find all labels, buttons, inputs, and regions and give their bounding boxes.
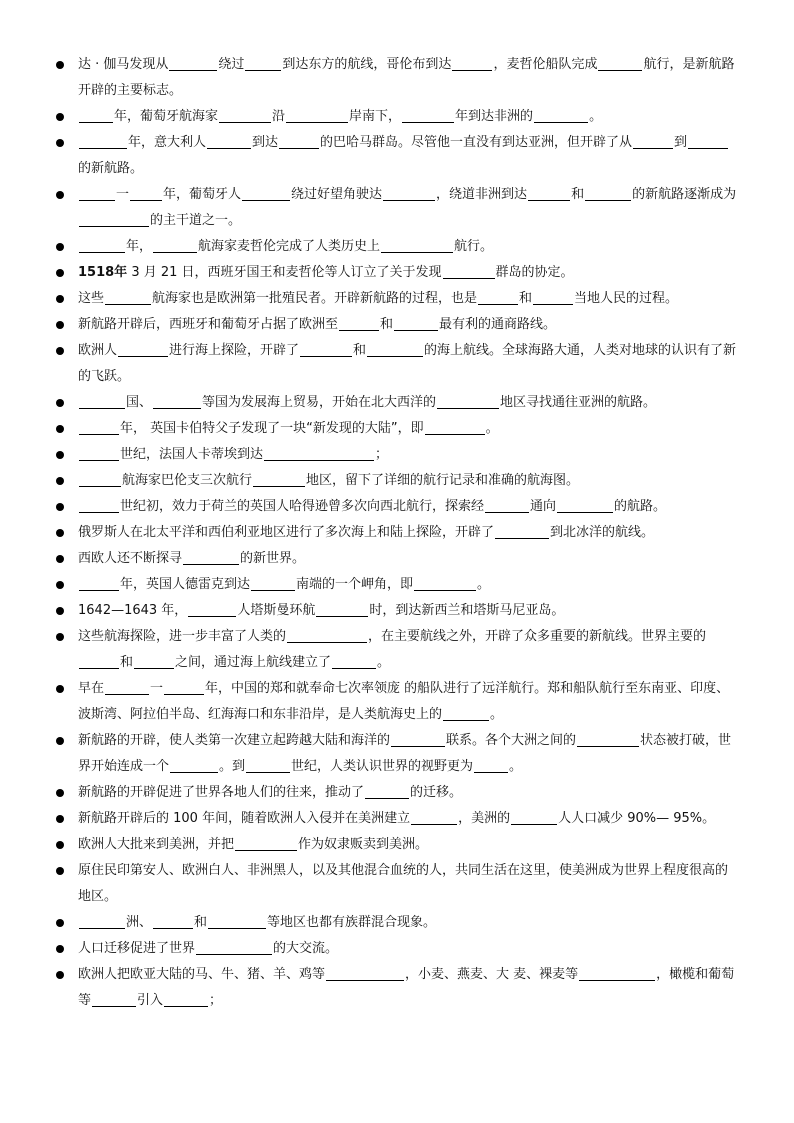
answer-blank[interactable]: [485, 498, 529, 513]
question-item: [56, 728, 738, 780]
question-text: 的新世界。: [240, 551, 306, 566]
question-text: 到达东方的航线，哥伦布到达: [282, 57, 452, 72]
question-text: 之间，通过海上航线建立了: [175, 655, 332, 670]
answer-blank[interactable]: [381, 238, 453, 253]
answer-blank[interactable]: [92, 992, 136, 1007]
question-text: 联系。各个大洲之间的: [446, 733, 577, 748]
answer-blank[interactable]: [130, 186, 162, 201]
answer-blank[interactable]: [688, 134, 728, 149]
answer-blank[interactable]: [391, 732, 445, 747]
answer-blank[interactable]: [164, 680, 204, 695]
answer-blank[interactable]: [443, 264, 495, 279]
answer-blank[interactable]: [79, 238, 125, 253]
answer-blank[interactable]: [579, 966, 655, 981]
answer-blank[interactable]: [170, 758, 218, 773]
answer-blank[interactable]: [118, 342, 168, 357]
question-text: 年，葡萄牙人: [163, 187, 242, 202]
question-text: 这些: [78, 291, 105, 306]
question-text: 。到: [219, 759, 246, 774]
answer-blank[interactable]: [219, 108, 271, 123]
answer-blank[interactable]: [300, 342, 352, 357]
question-item: [56, 598, 738, 624]
question-text: 航海家也是欧洲第一批殖民者。开辟新航路的过程，也是: [152, 291, 478, 306]
answer-blank[interactable]: [164, 992, 208, 1007]
answer-blank[interactable]: [474, 758, 508, 773]
question-text: 新航路开辟后，西班牙和葡萄牙占据了欧洲至: [78, 317, 339, 332]
question-item: [56, 962, 738, 1014]
question-item: [56, 104, 738, 130]
question-text: 人塔斯曼环航: [237, 603, 316, 618]
question-text: 俄罗斯人在北太平洋和西伯利亚地区进行了多次海上和陆上探险，开辟了: [78, 525, 495, 540]
question-text: 的主干道之一。: [150, 213, 242, 228]
question-item: [56, 806, 738, 832]
answer-blank[interactable]: [245, 56, 281, 71]
question-text: 航海家麦哲伦完成了人类历史上: [198, 239, 381, 254]
answer-blank[interactable]: [242, 186, 290, 201]
question-item: [56, 338, 738, 390]
question-text: 国、: [126, 395, 153, 410]
question-text: 地区，留下了详细的航行记录和准确的航海图。: [306, 473, 580, 488]
answer-blank[interactable]: [383, 186, 435, 201]
answer-blank[interactable]: [196, 940, 272, 955]
question-text: 年，: [126, 239, 153, 254]
answer-blank[interactable]: [402, 108, 454, 123]
answer-blank[interactable]: [79, 498, 119, 513]
answer-blank[interactable]: [443, 706, 489, 721]
answer-blank[interactable]: [367, 342, 423, 357]
answer-blank[interactable]: [235, 836, 297, 851]
question-text: 的新航路。: [78, 161, 144, 176]
question-text: 到北冰洋的航线。: [550, 525, 655, 540]
question-item: [56, 832, 738, 858]
answer-blank[interactable]: [105, 290, 151, 305]
answer-blank[interactable]: [105, 680, 149, 695]
answer-blank[interactable]: [478, 290, 518, 305]
answer-blank[interactable]: [79, 186, 115, 201]
question-text: 状态被打破，世界开始连成一个: [78, 733, 732, 774]
question-text: 航行，是新航路开辟的主要标志。: [78, 57, 735, 98]
question-text: 1642—1643 年，: [78, 603, 188, 618]
answer-blank[interactable]: [153, 238, 197, 253]
question-text: 。: [477, 577, 491, 592]
question-text: 沿: [272, 109, 286, 124]
question-text: 洲、: [126, 915, 153, 930]
question-text: 。: [485, 421, 499, 436]
answer-blank[interactable]: [332, 654, 376, 669]
question-text: 和: [194, 915, 208, 930]
answer-blank[interactable]: [153, 914, 193, 929]
question-text: 最有利的通商路线。: [439, 317, 557, 332]
question-text: ，绕道非洲到达: [436, 187, 528, 202]
question-text: 引入: [137, 993, 164, 1008]
question-text: 。: [589, 109, 603, 124]
question-item: [56, 546, 738, 572]
answer-blank[interactable]: [339, 316, 379, 331]
question-item: [56, 780, 738, 806]
question-text: 的大交流。: [273, 941, 339, 956]
question-text: 等地区也都有族群混合现象。: [267, 915, 437, 930]
question-text: 到: [674, 135, 688, 150]
question-item: [56, 52, 738, 104]
question-text: 欧洲人大批来到美洲，并把: [78, 837, 235, 852]
question-text: 新航路的开辟促进了世界各地人们的往来，推动了: [78, 785, 365, 800]
question-item: [56, 572, 738, 598]
question-text: ，橄榄和葡萄等: [78, 967, 735, 1008]
question-text: 作为奴隶贩卖到美洲。: [298, 837, 429, 852]
question-text: 等国为发展海上贸易，开始在北大西洋的: [202, 395, 437, 410]
question-text: 和: [571, 187, 585, 202]
question-text: 。: [509, 759, 523, 774]
answer-blank[interactable]: [365, 784, 409, 799]
answer-blank[interactable]: [452, 56, 492, 71]
question-text: 通向: [530, 499, 557, 514]
question-item: [56, 910, 738, 936]
question-text: 3 月 21 日，西班牙国王和麦哲伦等人订立了关于发现: [127, 265, 442, 280]
answer-blank[interactable]: [253, 472, 305, 487]
question-item: [56, 936, 738, 962]
question-text: 航海家巴伦支三次航行: [122, 473, 253, 488]
question-text: 到达: [252, 135, 279, 150]
answer-blank[interactable]: [79, 576, 119, 591]
answer-blank[interactable]: [577, 732, 639, 747]
answer-blank[interactable]: [188, 602, 236, 617]
answer-blank[interactable]: [394, 316, 438, 331]
answer-blank[interactable]: [316, 602, 368, 617]
answer-blank[interactable]: [633, 134, 673, 149]
question-text: 年，英国人德雷克到达: [120, 577, 251, 592]
question-text: 岸南下，: [349, 109, 402, 124]
answer-blank[interactable]: [79, 654, 119, 669]
answer-blank[interactable]: [437, 394, 499, 409]
answer-blank[interactable]: [279, 134, 319, 149]
question-item: [56, 442, 738, 468]
answer-blank[interactable]: [246, 758, 290, 773]
answer-blank[interactable]: [528, 186, 570, 201]
question-item: [56, 286, 738, 312]
question-item: [56, 182, 738, 234]
answer-blank[interactable]: [326, 966, 404, 981]
question-text: 的新航路逐渐成为: [632, 187, 737, 202]
question-text: 南端的一个岬角，即: [296, 577, 414, 592]
question-text: 的迁移。: [410, 785, 463, 800]
question-text: 当地人民的过程。: [574, 291, 679, 306]
question-text: 世纪初，效力于荷兰的英国人哈得逊曾多次向西北航行，探索经: [120, 499, 485, 514]
question-item: [56, 494, 738, 520]
question-text: ，小麦、燕麦、大 麦、裸麦等: [405, 967, 579, 982]
question-text: 和: [519, 291, 533, 306]
question-item: [56, 520, 738, 546]
question-text: 年，中国的郑和就奉命七次率领庞 的船队进行了远洋航行。郑和船队航行至东南亚、印度、波斯湾、阿拉伯半岛、红海海口和东非沿岸，是人类航海史上的: [78, 681, 730, 722]
question-text: 和: [353, 343, 367, 358]
answer-blank[interactable]: [79, 394, 125, 409]
question-text: 。: [490, 707, 504, 722]
question-item: [56, 676, 738, 728]
question-text: 一: [116, 187, 130, 202]
question-text: 。: [377, 655, 391, 670]
question-text: 早在: [78, 681, 105, 696]
answer-blank[interactable]: [511, 810, 557, 825]
question-text: 人口迁移促进了世界: [78, 941, 196, 956]
question-text: 这些航海探险，进一步丰富了人类的: [78, 629, 287, 644]
answer-blank[interactable]: [557, 498, 613, 513]
answer-blank[interactable]: [134, 654, 174, 669]
question-item: [56, 468, 738, 494]
question-item: [56, 624, 738, 676]
answer-blank[interactable]: [287, 628, 367, 643]
answer-blank[interactable]: [153, 394, 201, 409]
question-text: 年，葡萄牙航海家: [114, 109, 219, 124]
answer-blank[interactable]: [251, 576, 295, 591]
question-text: 时，到达新西兰和塔斯马尼亚岛。: [369, 603, 565, 618]
question-text: ；: [209, 993, 223, 1008]
answer-blank[interactable]: [286, 108, 348, 123]
answer-blank[interactable]: [79, 212, 149, 227]
answer-blank[interactable]: [208, 914, 266, 929]
question-text: 和: [120, 655, 134, 670]
answer-blank[interactable]: [264, 446, 374, 461]
answer-blank[interactable]: [169, 56, 217, 71]
answer-blank[interactable]: [79, 108, 113, 123]
question-text: 欧洲人: [78, 343, 118, 358]
question-text: 年， 英国卡伯特父子发现了一块“新发现的大陆”，即: [120, 421, 424, 436]
question-item: [56, 234, 738, 260]
question-text: 西欧人还不断探寻: [78, 551, 183, 566]
question-text: 绕过好望角驶达: [291, 187, 383, 202]
question-text: 年到达非洲的: [455, 109, 534, 124]
answer-blank[interactable]: [207, 134, 251, 149]
question-text: ，美洲的: [458, 811, 511, 826]
answer-blank[interactable]: [414, 576, 476, 591]
question-text: 年，意大利人: [128, 135, 207, 150]
question-item: [56, 260, 738, 286]
question-text: 原住民印第安人、欧洲白人、非洲黑人，以及其他混合血统的人，共同生活在这里，使美洲成为世界上程度很高的地区。: [78, 863, 729, 904]
answer-blank[interactable]: [495, 524, 549, 539]
question-text: 群岛的协定。: [495, 265, 574, 280]
bold-year-text: 1518年: [78, 265, 128, 280]
question-text: 世纪，人类认识世界的视野更为: [291, 759, 474, 774]
question-text: ，麦哲伦船队完成: [493, 57, 598, 72]
question-text: 一: [150, 681, 164, 696]
question-text: 的海上航线。全球海路大通，人类对地球的认识有了新的飞跃。: [78, 343, 737, 384]
answer-blank[interactable]: [534, 108, 588, 123]
question-text: 的航路。: [614, 499, 667, 514]
question-text: 航行。: [454, 239, 494, 254]
question-text: 新航路开辟后的 100 年间，随着欧洲人入侵并在美洲建立: [78, 811, 411, 826]
question-text: 进行海上探险，开辟了: [169, 343, 300, 358]
answer-blank[interactable]: [425, 420, 485, 435]
question-item: [56, 858, 738, 910]
question-text: 欧洲人把欧亚大陆的马、牛、猪、羊、鸡等: [78, 967, 326, 982]
question-text: 达 · 伽马发现从: [78, 57, 169, 72]
question-text: 新航路的开辟，使人类第一次建立起跨越大陆和海洋的: [78, 733, 391, 748]
question-text: ，在主要航线之外，开辟了众多重要的新航线。世界主要的: [368, 629, 707, 644]
question-item: [56, 130, 738, 182]
question-text: 和: [380, 317, 394, 332]
question-text: 绕过: [218, 57, 245, 72]
answer-blank[interactable]: [79, 472, 121, 487]
question-item: [56, 416, 738, 442]
answer-blank[interactable]: [585, 186, 631, 201]
question-text: 的巴哈马群岛。尽管他一直没有到达亚洲，但开辟了从: [320, 135, 633, 150]
answer-blank[interactable]: [411, 810, 457, 825]
question-text: 人人口减少 90%— 95%。: [558, 811, 716, 826]
answer-blank[interactable]: [79, 914, 125, 929]
question-item: [56, 312, 738, 338]
answer-blank[interactable]: [79, 446, 119, 461]
question-text: ；: [375, 447, 389, 462]
question-text: 世纪，法国人卡蒂埃到达: [120, 447, 264, 462]
answer-blank[interactable]: [598, 56, 642, 71]
answer-blank[interactable]: [79, 420, 119, 435]
answer-blank[interactable]: [533, 290, 573, 305]
answer-blank[interactable]: [183, 550, 239, 565]
question-item: [56, 390, 738, 416]
question-text: 地区寻找通往亚洲的航路。: [500, 395, 657, 410]
answer-blank[interactable]: [79, 134, 127, 149]
